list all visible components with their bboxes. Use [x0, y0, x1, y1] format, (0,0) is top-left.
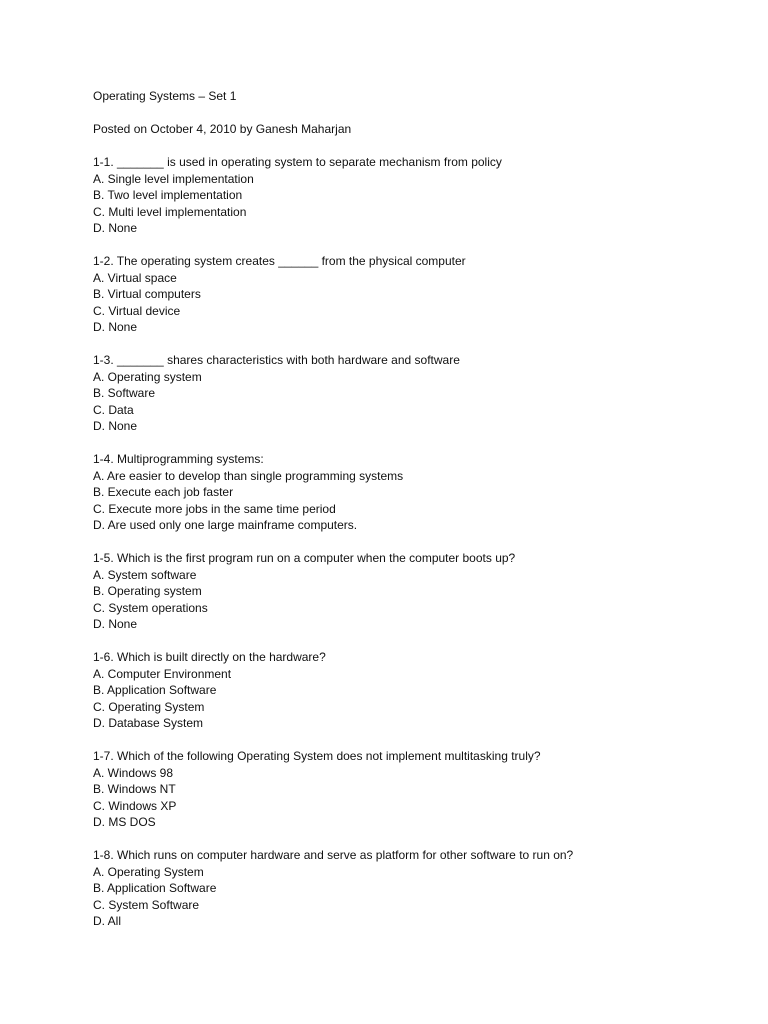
- question-1-4: [93, 451, 713, 534]
- option-d: D. Database System: [93, 716, 204, 730]
- question-text: 1-4. Multiprogramming systems:: [93, 452, 264, 466]
- posted-byline: Posted on October 4, 2010 by Ganesh Maharjan: [93, 122, 352, 136]
- question-1-8: [93, 847, 713, 930]
- option-d: D. None: [93, 221, 138, 235]
- option-a: A. Are easier to develop than single programming systems: [93, 468, 404, 483]
- question-list: [93, 154, 713, 930]
- option-b: B. Operating system: [93, 584, 202, 598]
- option-a: A. Operating System: [93, 864, 204, 879]
- option-c: C. System Software: [93, 897, 200, 912]
- question-text: 1-5. Which is the first program run on a computer when the computer boots up?: [93, 551, 516, 565]
- question-1-1: [93, 154, 713, 237]
- option-c: C. Execute more jobs in the same time period: [93, 501, 336, 516]
- option-d: D. All: [93, 914, 122, 928]
- option-d: D. None: [93, 617, 138, 631]
- question-text: 1-2. The operating system creates ______ from the physical computer: [93, 254, 466, 268]
- question-text: 1-1. _______ is used in operating system to separate mechanism from policy: [93, 155, 502, 169]
- option-d: D. None: [93, 419, 138, 433]
- question-1-2: [93, 253, 713, 336]
- option-b: B. Software: [93, 386, 156, 400]
- document-content: [93, 88, 713, 946]
- option-a: A. Single level implementation: [93, 171, 254, 186]
- option-b: B. Two level implementation: [93, 188, 243, 202]
- question-text: 1-3. _______ shares characteristics with both hardware and software: [93, 353, 460, 367]
- option-a: A. Virtual space: [93, 270, 177, 285]
- option-a: A. Windows 98: [93, 765, 174, 780]
- option-c: C. Multi level implementation: [93, 204, 247, 219]
- document-title: Operating Systems – Set 1: [93, 89, 237, 103]
- question-1-6: [93, 649, 713, 732]
- question-text: 1-7. Which of the following Operating System does not implement multitasking truly?: [93, 749, 541, 763]
- question-1-3: [93, 352, 713, 435]
- question-1-5: [93, 550, 713, 633]
- option-a: A. Operating system: [93, 369, 202, 384]
- option-c: C. Windows XP: [93, 798, 177, 813]
- option-b: B. Virtual computers: [93, 287, 201, 301]
- option-a: A. System software: [93, 567, 197, 582]
- option-b: B. Execute each job faster: [93, 485, 234, 499]
- option-c: C. Data: [93, 402, 134, 417]
- option-b: B. Application Software: [93, 881, 217, 895]
- option-c: C. System operations: [93, 600, 208, 615]
- option-b: B. Application Software: [93, 683, 217, 697]
- option-d: D. Are used only one large mainframe computers.: [93, 518, 358, 532]
- option-a: A. Computer Environment: [93, 666, 232, 681]
- question-1-7: [93, 748, 713, 831]
- option-c: C. Virtual device: [93, 303, 181, 318]
- option-c: C. Operating System: [93, 699, 205, 714]
- option-d: D. MS DOS: [93, 815, 156, 829]
- question-text: 1-6. Which is built directly on the hardware?: [93, 650, 326, 664]
- option-b: B. Windows NT: [93, 782, 176, 796]
- question-text: 1-8. Which runs on computer hardware and serve as platform for other software to run on?: [93, 848, 574, 862]
- option-d: D. None: [93, 320, 138, 334]
